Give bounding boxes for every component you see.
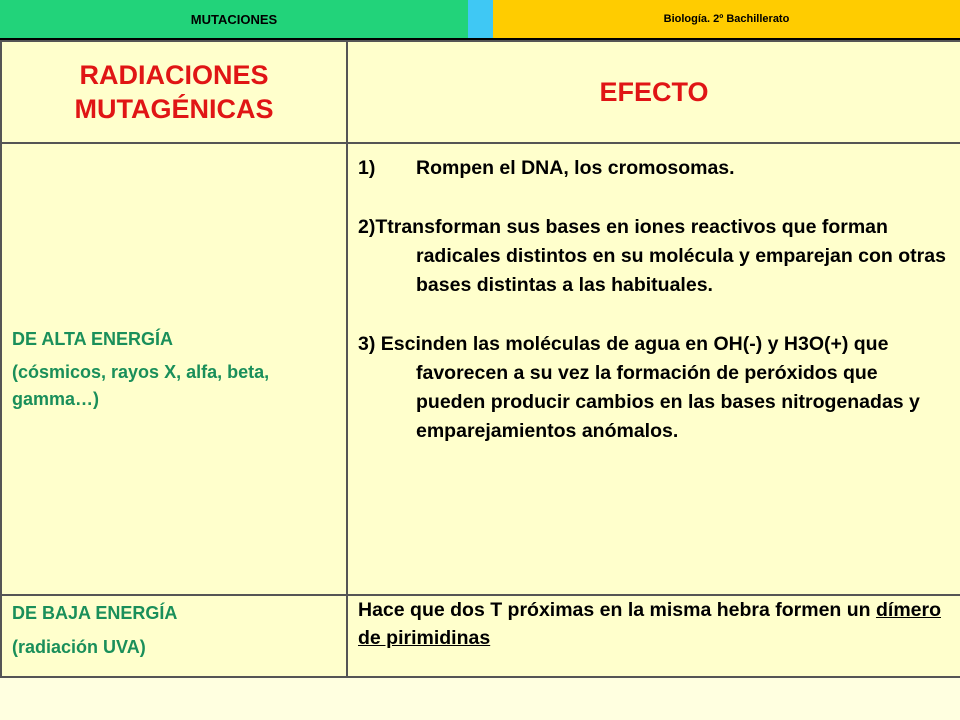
effect-text: Escinden las moléculas de agua en OH(-) y H3O(+) que favorecen a su vez la formación de peróxidos que pueden producir cambios en las bases nitrogenadas y emparejamientos anómalos. bbox=[380, 333, 920, 442]
table-header-row bbox=[1, 41, 960, 143]
effect-number: 2) bbox=[358, 216, 376, 238]
header-line-2: MUTAGÉNICAS bbox=[74, 94, 274, 124]
low-energy-effect bbox=[347, 595, 960, 677]
effect-item-3 bbox=[358, 330, 950, 446]
topic-title: MUTACIONES bbox=[0, 0, 468, 38]
mutagenic-radiation-table bbox=[0, 40, 960, 678]
effect-item-1 bbox=[358, 154, 950, 183]
effect-item-2 bbox=[358, 213, 950, 300]
high-energy-effects bbox=[347, 143, 960, 595]
dimer-link-text: dímero de pirimidinas bbox=[358, 599, 941, 649]
high-energy-examples: (cósmicos, rayos X, alfa, beta, gamma…) bbox=[12, 361, 270, 409]
effect-text: Rompen el DNA, los cromosomas. bbox=[416, 157, 735, 179]
header-radiaciones bbox=[1, 41, 347, 143]
high-energy-label: DE ALTA ENERGÍA bbox=[12, 328, 173, 349]
high-energy-cell bbox=[1, 143, 347, 595]
low-energy-label: DE BAJA ENERGÍA bbox=[12, 603, 178, 623]
table-row bbox=[1, 143, 960, 595]
low-energy-examples: (radiación UVA) bbox=[12, 637, 146, 657]
low-energy-effect-text: Hace que dos T próximas en la misma hebra formen un bbox=[358, 599, 871, 621]
effect-text: Ttransforman sus bases en iones reactivos que forman radicales distintos en su molécula y emparejan con otras bases distintas a las habituales. bbox=[375, 216, 946, 296]
effect-number: 3) bbox=[358, 333, 376, 355]
top-banner bbox=[0, 0, 960, 38]
low-energy-cell bbox=[1, 595, 347, 677]
course-title: Biología. 2º Bachillerato bbox=[493, 0, 960, 38]
header-line-1: RADIACIONES bbox=[79, 60, 269, 90]
header-efecto: EFECTO bbox=[347, 41, 960, 143]
effect-number: 1) bbox=[358, 157, 376, 179]
banner-separator bbox=[468, 0, 493, 38]
table-row bbox=[1, 595, 960, 677]
